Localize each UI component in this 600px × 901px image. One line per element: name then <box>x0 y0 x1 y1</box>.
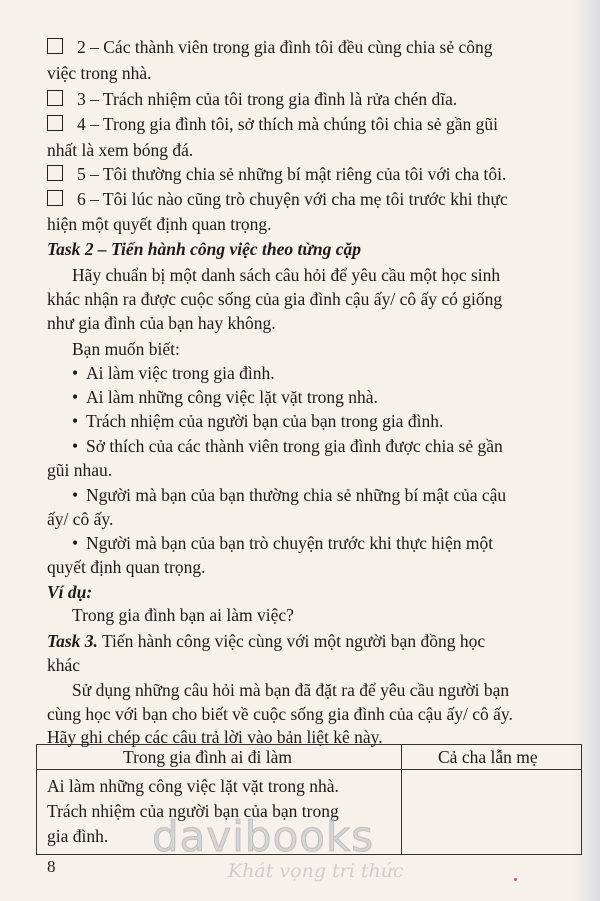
checkbox-6[interactable] <box>47 190 63 206</box>
ink-speck <box>514 878 517 881</box>
checklist-item-4: 4 – Trong gia đình tôi, sở thích mà chúng tôi chia sẻ gần gũi <box>47 114 580 134</box>
task2-bullet-6: • Người mà bạn của bạn trò chuyện trước khi thực hiện một <box>72 533 494 553</box>
table-column-divider <box>401 745 402 854</box>
checklist-item-6-cont: hiện một quyết định quan trọng. <box>47 214 272 234</box>
table-row: Ai làm những công việc lặt vặt trong nhà. <box>47 776 339 796</box>
task3-body-2: cùng học với bạn cho biết về cuộc sống gia đình của cậu ấy/ cô ấy. <box>47 704 513 724</box>
table-header-col2: Cả cha lẫn mẹ <box>438 747 538 767</box>
task2-intro-2: khác nhận ra được cuộc sống của gia đình cậu ấy/ cô ấy có giống <box>47 289 503 309</box>
task3-heading-cont: khác <box>47 655 81 675</box>
watermark-slogan: Khát vọng tri thức <box>228 860 404 882</box>
task3-body-3: Hãy ghi chép các câu trả lời vào bản liệt kê này. <box>47 727 383 747</box>
task2-bullet-4: • Sở thích của các thành viên trong gia đình được chia sẻ gần <box>72 436 503 456</box>
table-header-divider <box>37 769 581 770</box>
checkbox-3[interactable] <box>47 90 63 106</box>
task2-bullet-6-cont: quyết định quan trọng. <box>47 557 206 577</box>
task2-heading: Task 2 – Tiến hành công việc theo từng cặp <box>47 239 361 259</box>
table-header-col1: Trong gia đình ai đi làm <box>123 747 293 767</box>
example-heading: Ví dụ: <box>47 582 93 602</box>
checklist-item-4-cont: nhất là xem bóng đá. <box>47 140 194 160</box>
task2-bullet-1: • Ai làm việc trong gia đình. <box>72 363 275 383</box>
checkbox-5[interactable] <box>47 165 63 181</box>
task2-bullet-4-cont: gũi nhau. <box>47 460 113 480</box>
task3-body-1: Sử dụng những câu hỏi mà bạn đã đặt ra để yêu cầu người bạn <box>72 680 510 700</box>
task2-intro-3: như gia đình của bạn hay không. <box>47 313 276 333</box>
checklist-item-5: 5 – Tôi thường chia sẻ những bí mật riêng của tôi với cha tôi. <box>47 164 580 184</box>
task2-bullet-3: • Trách nhiệm của người bạn của bạn trong gia đình. <box>72 411 444 431</box>
task2-bullet-5: • Người mà bạn của bạn thường chia sẻ những bí mật của cậu <box>72 485 507 505</box>
table-row: gia đình. <box>47 826 109 846</box>
task3-heading: Task 3. Tiến hành công việc cùng với một người bạn đồng học <box>47 631 486 651</box>
checkbox-2[interactable] <box>47 38 63 54</box>
task2-bullet-5-cont: ấy/ cô ấy. <box>47 509 114 529</box>
checkbox-4[interactable] <box>47 115 63 131</box>
task2-intro-1: Hãy chuẩn bị một danh sách câu hỏi để yêu cầu một học sinh <box>72 265 501 285</box>
checklist-item-2: 2 – Các thành viên trong gia đình tôi đều cùng chia sẻ công <box>47 37 580 57</box>
checklist-item-2-cont: việc trong nhà. <box>47 63 152 83</box>
watermark-logo: davibooks <box>152 812 375 861</box>
checklist-item-3: 3 – Trách nhiệm của tôi trong gia đình là rửa chén dĩa. <box>47 89 580 109</box>
task2-want-label: Bạn muốn biết: <box>72 339 180 359</box>
checklist-item-6: 6 – Tôi lúc nào cũng trò chuyện với cha mẹ tôi trước khi thực <box>47 189 580 209</box>
page-number: 8 <box>47 857 56 876</box>
example-text: Trong gia đình bạn ai làm việc? <box>72 605 294 625</box>
table-row: Trách nhiệm của người bạn của bạn trong <box>47 801 339 821</box>
task2-bullet-2: • Ai làm những công việc lặt vặt trong nhà. <box>72 387 378 407</box>
